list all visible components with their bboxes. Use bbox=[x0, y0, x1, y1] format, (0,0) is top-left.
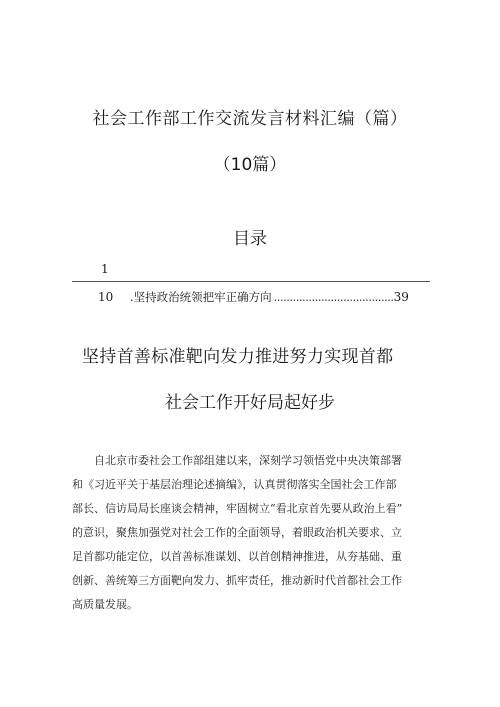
toc-top-number: 1 bbox=[101, 262, 109, 276]
toc-heading: 目录 bbox=[233, 229, 267, 249]
article-title-line-1: 坚持首善标准靶向发力推进努力实现首都 bbox=[82, 347, 394, 367]
document-subtitle: （10篇） bbox=[213, 155, 287, 175]
article-body bbox=[72, 449, 428, 617]
body-line: 部长、信访局局长座谈会精神，牢固树立“看北京首先要从政治上看” bbox=[72, 502, 403, 515]
article-title-line-2: 社会工作开好局起好步 bbox=[165, 393, 335, 413]
body-line: 高质量发展。 bbox=[72, 598, 138, 611]
body-line: 创新、善统筹三方面靶向发力、抓牢责任，推动新时代首都社会工作 bbox=[72, 574, 402, 587]
document-title: 社会工作部工作交流发言材料汇编（篇） bbox=[92, 109, 408, 129]
toc-divider bbox=[72, 281, 430, 282]
body-line: 足首都功能定位，以首善标准谋划、以首创精神推进，从夯基础、重 bbox=[72, 550, 402, 563]
body-line: 自北京市委社会工作部组建以来，深刻学习领悟党中央决策部署 bbox=[94, 454, 402, 467]
toc-entry-number: 10 bbox=[98, 290, 114, 304]
toc-entry-leader-dots: ...................................... bbox=[273, 290, 394, 304]
toc-entry[interactable] bbox=[98, 289, 418, 305]
body-line: 和《习近平关于基层治理论述摘编》，认真贯彻落实全国社会工作部 bbox=[72, 478, 397, 491]
toc-entry-title: .坚持政治统领把牢正确方向 bbox=[130, 290, 272, 304]
body-line: 的意识，聚焦加强党对社会工作的全面领导，着眼政治机关要求、立 bbox=[72, 526, 402, 539]
toc-entry-page: 39 bbox=[393, 290, 409, 304]
